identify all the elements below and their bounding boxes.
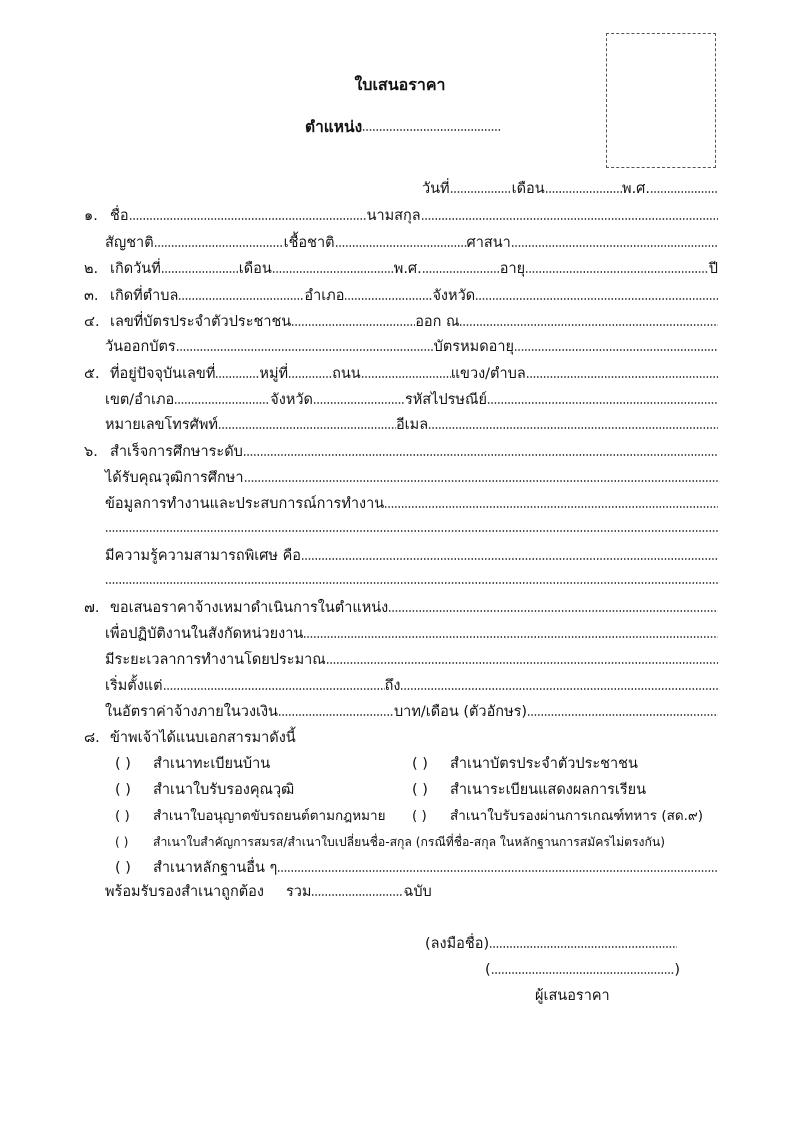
birth-province-field[interactable] [475,297,718,301]
hire-position-field[interactable] [388,609,718,613]
rate-text-field[interactable] [527,713,718,717]
section-6-row-3 [105,494,718,514]
expiry-label: บัตรหมดอายุ [433,339,514,355]
section-8-number: ๘. [84,730,100,746]
birthdate-label: เกิดวันที่ [110,261,161,277]
section-7-row-1 [84,598,718,618]
attachments-label: ข้าพเจ้าได้แนบเอกสารมาดังนี้ [110,730,296,746]
attachment-item [412,754,718,774]
signature-row [425,934,677,954]
issued-at-label: ออก ณ [415,314,460,330]
date-row [422,179,718,199]
section-6-number: ๖. [84,444,98,460]
total-label: รวม [285,884,312,900]
photo-placeholder-box [606,33,716,168]
position-row [305,117,500,137]
road-field[interactable] [361,375,451,379]
expiry-field[interactable] [514,348,718,352]
surname-field[interactable] [421,217,718,221]
attachment-label: สำเนาระเบียนแสดงผลการเรียน [450,782,647,798]
section-8-header [84,728,718,748]
race-field[interactable] [335,244,467,248]
attachment-checkbox[interactable]: ( ) [115,756,131,772]
skills-label: มีความรู้ความสามารถพิเศษ คือ [105,548,301,564]
rate-field[interactable] [278,713,394,717]
experience-field-continued[interactable] [105,529,718,533]
attachment-item [412,806,718,826]
attachment-item [115,780,395,800]
skills-field[interactable] [301,557,718,561]
section-1-number: ๑. [84,208,98,224]
district-field[interactable] [174,401,270,405]
month-field[interactable] [545,190,622,194]
section-4-number: ๔. [84,314,100,330]
section-1-row-2 [105,233,718,253]
section-5-row-3 [105,415,718,435]
role-row [535,986,655,1006]
section-7-row-2 [105,624,718,644]
attachment-item [115,806,405,826]
rate-unit-label: บาท/เดือน (ตัวอักษร) [393,704,528,720]
year-field[interactable] [650,190,718,194]
email-field[interactable] [428,426,718,430]
start-label: เริ่มตั้งแต่ [105,678,163,694]
issued-at-field[interactable] [459,323,718,327]
road-label: ถนน [332,366,361,382]
section-3-number: ๓. [84,288,99,304]
district-label: เขต/อำเภอ [105,392,175,408]
issue-date-label: วันออกบัตร [105,339,176,355]
address-label: ที่อยู่ปัจจุบันเลขที่ [110,366,216,382]
education-field[interactable] [243,453,718,457]
signer-role: ผู้เสนอราคา [535,988,610,1004]
name-field[interactable] [129,217,367,221]
position-field[interactable] [362,128,500,132]
attachment-label: สำเนาทะเบียนบ้าน [153,756,271,772]
nationality-field[interactable] [154,244,284,248]
open-parenthesis: ( [485,962,491,978]
degree-field[interactable] [244,479,719,483]
attachment-label: สำเนาหลักฐานอื่น ๆ [153,860,278,876]
section-6-row-5 [105,546,718,566]
attachment-checkbox[interactable]: ( ) [115,835,129,849]
idcard-label: เลขที่บัตรประจำตัวประชาชน [110,314,292,330]
religion-label: ศาสนา [466,235,511,251]
postal-field[interactable] [487,401,718,405]
end-field[interactable] [400,687,718,691]
section-5-row-1 [84,364,718,384]
certify-label: พร้อมรับรองสำเนาถูกต้อง [105,884,264,900]
skills-field-continued[interactable] [105,581,718,585]
birth-month-field[interactable] [272,270,394,274]
certify-row [105,882,465,902]
birth-district-label: อำเภอ [304,288,345,304]
section-6-row-4 [105,518,718,538]
religion-field[interactable] [511,244,718,248]
birth-province-label: จังหวัด [432,288,476,304]
section-7-number: ๗. [84,600,100,616]
degree-label: ได้รับคุณวุฒิการศึกษา [105,470,244,486]
section-6-row-1 [84,442,718,462]
month-label: เดือน [511,181,545,197]
section-2-number: ๒. [84,261,99,277]
section-5-row-2 [105,390,718,410]
name-label: ชื่อ [110,208,129,224]
attachment-checkbox[interactable]: ( ) [115,808,130,824]
birth-subdistrict-field[interactable] [178,297,304,301]
attachment-item [115,858,718,878]
other-documents-field[interactable] [277,869,718,873]
house-number-field[interactable] [215,375,259,379]
postal-label: รหัสไปรษณีย์ [404,392,487,408]
attachment-item [115,832,720,852]
copies-count-field[interactable] [311,893,403,897]
experience-field[interactable] [384,505,718,509]
surname-label: นามสกุล [366,208,421,224]
unit-field[interactable] [303,635,718,639]
signature-field[interactable] [489,945,677,949]
subdistrict-field[interactable] [526,375,718,379]
position-label: ตำแหน่ง [305,118,363,136]
year-label: พ.ศ. [622,181,650,197]
age-label: อายุ [499,261,526,277]
moo-field[interactable] [288,375,332,379]
close-parenthesis: ) [674,962,680,978]
birth-month-label: เดือน [238,261,272,277]
race-label: เชื้อชาติ [283,235,335,251]
section-6-row-6 [105,570,718,590]
attachment-label: สำเนาใบรับรองผ่านการเกณฑ์ทหาร (สด.๙) [450,808,704,824]
attachment-checkbox[interactable]: ( ) [412,782,428,798]
nationality-label: สัญชาติ [105,235,154,251]
birth-day-field[interactable] [161,270,239,274]
start-field[interactable] [163,687,385,691]
section-6-row-2 [105,468,718,488]
birth-year-label: พ.ศ. [393,261,422,277]
duration-field[interactable] [326,661,718,665]
attachment-checkbox[interactable]: ( ) [412,756,428,772]
attachment-label: สำเนาใบอนุญาตขับรถยนต์ตามกฎหมาย [153,808,386,824]
section-4-row-2 [105,337,718,357]
signature-label: (ลงมือชื่อ) [425,936,490,952]
day-field[interactable] [450,190,512,194]
moo-label: หมู่ที่ [259,366,289,382]
attachment-label: สำเนาบัตรประจำตัวประชาชน [450,756,638,772]
province-field[interactable] [313,401,405,405]
email-label: อีเมล [395,417,429,433]
education-label: สำเร็จการศึกษาระดับ [110,444,243,460]
province-label: จังหวัด [270,392,313,408]
section-5-number: ๕. [84,366,100,382]
printed-name-row [485,960,680,980]
unit-label: เพื่อปฏิบัติงานในสังกัดหน่วยงาน [105,626,304,642]
rate-label: ในอัตราค่าจ้างภายในวงเงิน [105,704,278,720]
attachment-item [115,754,395,774]
section-7-row-4 [105,676,718,696]
section-7-row-3 [105,650,718,670]
form-title: ใบเสนอราคา [354,75,446,94]
phone-label: หมายเลขโทรศัพท์ [105,417,218,433]
attachment-checkbox[interactable]: ( ) [115,860,131,876]
birth-subdistrict-label: เกิดที่ตำบล [110,288,179,304]
issue-date-field[interactable] [176,348,434,352]
birth-year-field[interactable] [422,270,500,274]
copies-unit-label: ฉบับ [403,884,432,900]
section-1-row-1 [84,206,718,226]
age-unit: ปี [708,261,718,277]
section-3-row [84,286,718,306]
idcard-field[interactable] [291,323,415,327]
attachment-label: สำเนาใบรับรองคุณวุฒิ [153,782,295,798]
attachment-checkbox[interactable]: ( ) [115,782,131,798]
section-7-row-5 [105,702,718,722]
experience-label: ข้อมูลการทำงานและประสบการณ์การทำงาน [105,496,385,512]
phone-field[interactable] [218,426,396,430]
section-2-row [84,259,718,279]
duration-label: มีระยะเวลาการทำงานโดยประมาณ [105,652,326,668]
section-4-row-1 [84,312,718,332]
attachment-checkbox[interactable]: ( ) [412,808,427,824]
attachment-item [412,780,718,800]
hire-position-label: ขอเสนอราคาจ้างเหมาดำเนินการในตำแหน่ง [110,600,389,616]
to-label: ถึง [384,678,401,694]
attachment-label: สำเนาใบสำคัญการสมรส/สำเนาใบเปลี่ยนชื่อ-สกุล (กรณีที่ชื่อ-สกุล ในหลักฐานการสมัครไม่ตรงกัน) [153,835,665,849]
age-field[interactable] [525,270,709,274]
birth-district-field[interactable] [344,297,432,301]
printed-name-field[interactable] [491,971,675,975]
day-label: วันที่ [422,181,450,197]
subdistrict-label: แขวง/ตำบล [450,366,526,382]
